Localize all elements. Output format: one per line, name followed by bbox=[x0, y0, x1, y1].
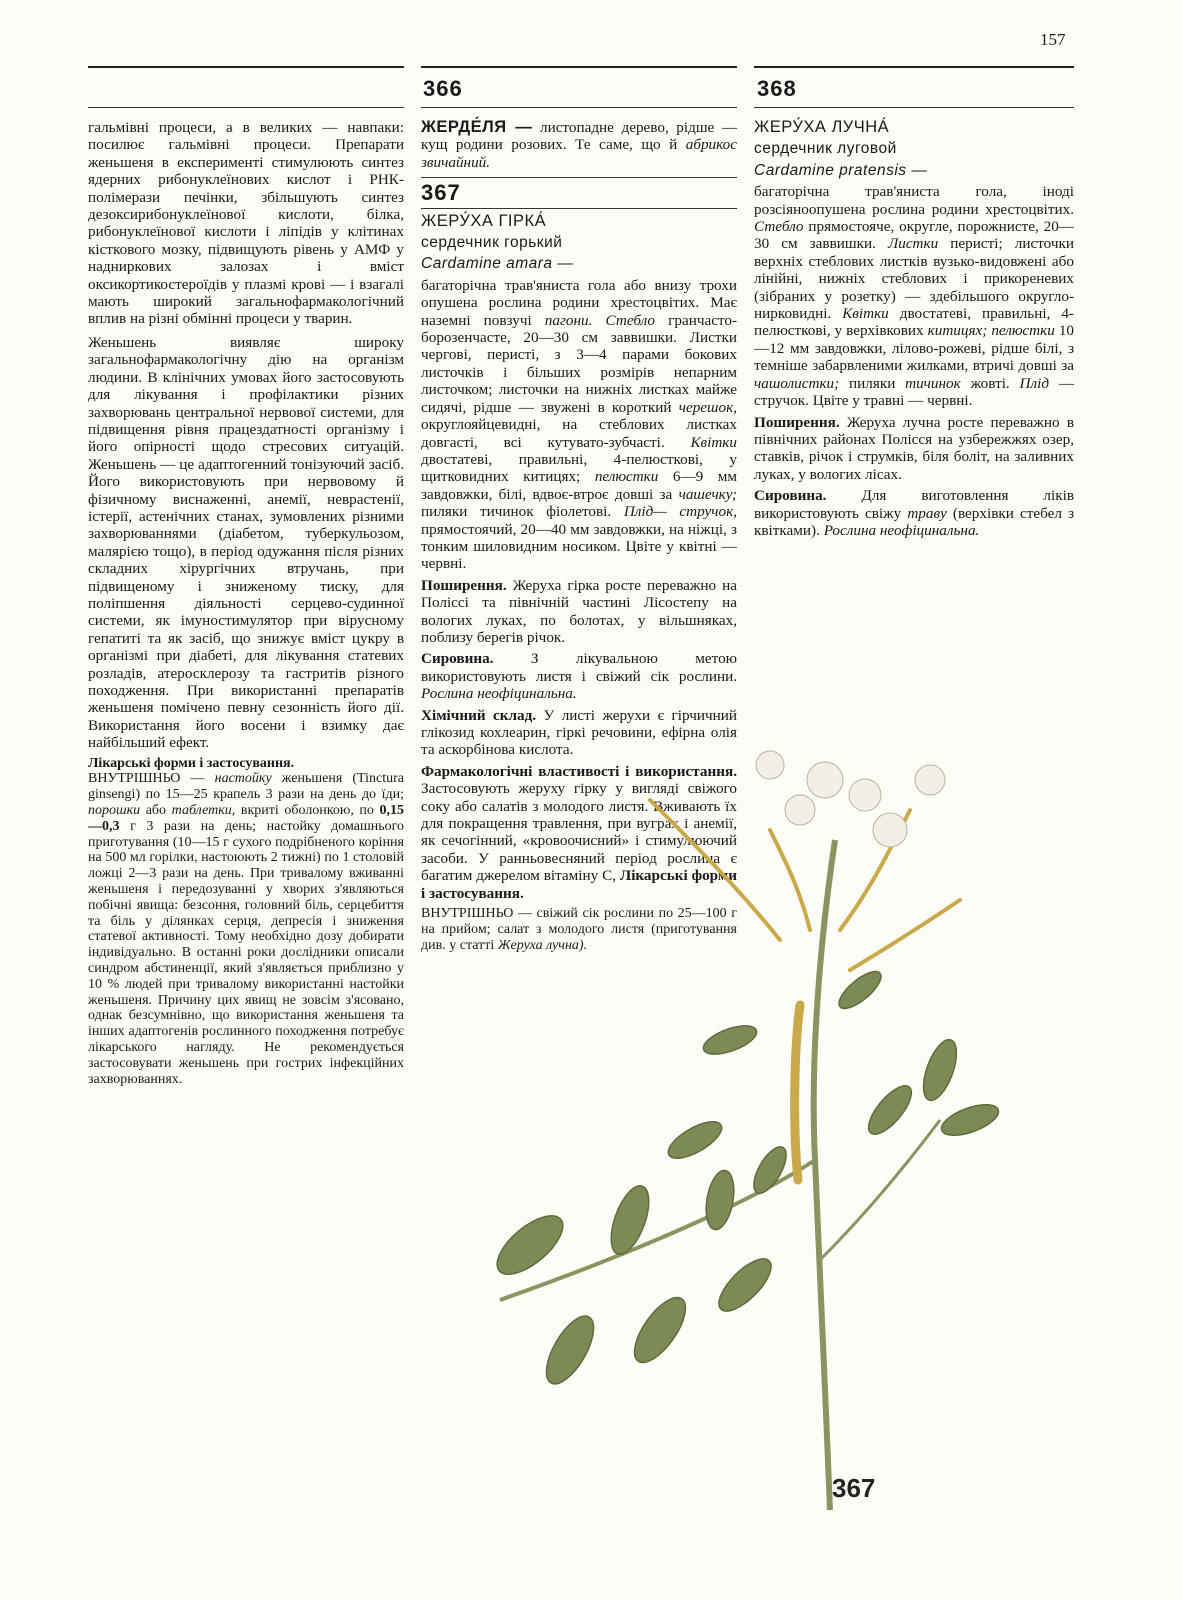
entry-zherdelya bbox=[421, 119, 737, 171]
seed-pod bbox=[850, 900, 960, 970]
forms-text: таблетки, bbox=[171, 803, 236, 819]
seed-pod bbox=[650, 800, 780, 940]
top-rule-right bbox=[754, 66, 1074, 68]
top-rule-left bbox=[88, 66, 404, 68]
leaf bbox=[711, 1251, 779, 1319]
leaf bbox=[834, 966, 887, 1015]
leaf bbox=[663, 1115, 727, 1166]
description: багаторічна трав'яниста гола або внизу трохи опушена рослина родини хрестоцвітих. Має наземні повзучі пагони. Стебло гранчасто-борозенчасте, 20—30 см заввишки. Листки чергові, перисті, з 3—4 парами бокових листочків і більших розмірів непарним листочком; листочки на нижніх листках майже сидячі, рідше — звужені в короткий черешок, округлояйцевидні, на стеблових листках довгасті, всі кутувато-зубчасті. Квітки двостатеві, правильні, 4-пелюсткові, у щитковидних китицях; пелюстки 6—9 мм завдовжки, білі, вдвоє-втроє довші за чашечку; пиляки тичинок фіолетові. Плід— стручок, прямостоячий, 20—40 мм завдовжки, на ніжці, з тонким шиловидним носиком. Цвіте у квітні — червні. bbox=[421, 276, 738, 573]
leaf bbox=[604, 1181, 657, 1259]
article-number-366: 366 bbox=[423, 76, 463, 101]
flower bbox=[756, 751, 784, 779]
forms-text: г 3 рази на день; настойку домашнього приготування (10—15 г сухого подрібненого коріння на 500 мл горілки, настоюють 2 тижні) по 1 столовій ложці 2—3 рази на день. При тривалому вживанні женьшеня і передозуванні у хворих з'являються побічні явища: безсоння, головний біль, серцебиття та біль у ділянках серця, депресія і зниження статевої активності. Тому необхідно дозу добирати індивідуально. В останні роки дослідники описали синдром абстиненції, який з'являється приблизно у 10 % людей при тривалому використанні настойки женьшеня. Причину цих явищ не зовсім з'ясовано, однак безсумнівно, що використання женьшеня та інших адаптогенів рослинного походження потребує лікарського нагляду. Не рекомендується застосовувати женьшень при гострих інфекційних захворюваннях. bbox=[88, 818, 405, 1087]
plant-illustration bbox=[470, 740, 1110, 1520]
leaf bbox=[747, 1142, 792, 1198]
entry-text: листопадне дерево, рідше — кущ родини розових. Те саме, що й bbox=[421, 119, 738, 154]
leaf bbox=[625, 1290, 695, 1371]
entry-latin-name: Cardamine pratensis — bbox=[754, 161, 928, 179]
flower bbox=[807, 762, 843, 798]
ginseng-forms bbox=[88, 756, 404, 1088]
flower bbox=[915, 765, 945, 795]
entry-title: ЖЕРДЕ́ЛЯ — bbox=[421, 118, 533, 136]
leaf bbox=[537, 1309, 603, 1391]
plate-label: 367 bbox=[832, 1473, 876, 1503]
raw-material: Сировина. З лікувальною метою використовують листя і свіжий сік рослини. Рослина неофіцинальна. bbox=[421, 650, 738, 703]
forms-heading: Лікарські форми і застосування. bbox=[88, 755, 295, 771]
seed-pod bbox=[770, 830, 810, 930]
distribution: Поширення. Жеруха лучна росте переважно в північних районах Полісся на узбережжях озер, ставків, річок і струмків, біля боліт, на заливних луках, у вологих лісах. bbox=[754, 413, 1074, 483]
leaf bbox=[702, 1168, 738, 1232]
flower bbox=[873, 813, 907, 847]
leaf bbox=[488, 1205, 572, 1284]
entry-title: ЖЕРУ́ХА ГІРКА́ bbox=[421, 211, 547, 230]
forms-text: або bbox=[145, 803, 167, 819]
stem bbox=[820, 1120, 940, 1260]
article-number-367: 367 bbox=[421, 177, 737, 208]
description: багаторічна трав'яниста гола, іноді розсіяноопушена рослина родини хрестоцвітих. Стебло прямостояче, округле, порожнисте, 20—30 см заввишки. Листки перисті; листочки верхніх стеблових листків вузько-видовжені або лінійні, нижніх стеблових і прикореневих (зібраних у розетку) — здебільшого округло-нирковидні. Квітки двостатеві, правильні, 4-пелюсткові, у верхівкових китицях; пелюстки 10—12 мм завдовжки, лілово-рожеві, рідше білі, з темніше забарвленими жилками, втричі довші за чашолистки; пиляки тичинок жовті. Плід — стручок. Цвіте у травні — червні. bbox=[754, 183, 1075, 410]
entry-title: ЖЕРУ́ХА ЛУЧНА́ bbox=[754, 118, 890, 136]
seed-pod bbox=[795, 1005, 800, 1180]
leaf bbox=[700, 1020, 760, 1060]
header-rule-right bbox=[754, 107, 1074, 108]
ginseng-text-1: гальмівні процеси, а в великих — навпаки: посилює гальмівні процеси. Препарати женьшеня в експерименті стимулюють синтез ядерних рибонуклеїнових кислот і РНК-полімерази печінки, збільшують синтез дезоксирибонуклеїнової кислоти, білка, рибонуклеїнової кислоти і ліпідів у клітинах кісткового мозку, підвищують рівень у АМФ у надниркових залозах і вміст оксикортикостероїдів у плазмі крові — і взагалі мають широкий загальнофармакологічний вплив на різні обмінні процеси у тварин. bbox=[88, 119, 404, 328]
forms-dose: 0,15—0,3 bbox=[88, 803, 405, 834]
entry-reference: абрикос звичайний. bbox=[421, 136, 737, 171]
flower bbox=[849, 779, 881, 811]
ginseng-text-2: Женьшень виявляє широку загальнофармакологічну дію на організм людини. В клінічних умовах його застосовують для лікування і профілактики різних захворювань центральної нервової системи, для підвищення рівня працездатності організму і його опірності щодо стресових ситуацій. Женьшень — це адаптогенний тонізуючий засіб. Його використовують при нервовому й фізичному виснаженні, анемії, неврастенії, істерії, астенічних станах, зумовлених різними захворюваннями (діабетом, туберкульозом, малярією тощо), в період одужання після різних складних хірургічних втручань, при підвищеному і зниженому тиску, для поліпшення діяльності серцево-судинної системи, як імуностимулятор при вірусному гепатиті та як засіб, що знижує вміст цукру в організмі при діабеті, для лікування статевих розладів, атеросклерозу та гастритів різного походження. При використанні препаратів женьшеня помічено певну сезонність його дії. Використання його восени і взимку дає найбільший ефект. bbox=[88, 333, 404, 752]
top-rule-mid bbox=[421, 66, 737, 68]
chemical-composition: Хімічний склад. У листі жерухи є гірчичний глікозид кохлеарин, гіркі речовини, ефірна олія та аскорбінова кислота. bbox=[421, 706, 738, 759]
entry-subtitle: сердечник горький bbox=[421, 234, 563, 252]
entry-subtitle: сердечник луговой bbox=[754, 140, 897, 158]
forms-text: порошки bbox=[88, 803, 141, 819]
stem bbox=[814, 840, 835, 1510]
page-number: 157 bbox=[1040, 30, 1066, 49]
flower bbox=[785, 795, 815, 825]
column-right bbox=[754, 119, 1074, 543]
leaf bbox=[938, 1098, 1003, 1141]
article-number-368: 368 bbox=[757, 76, 797, 101]
forms-text: вкриті оболонкою, по bbox=[240, 803, 374, 819]
forms-text: настойку bbox=[214, 771, 272, 787]
header-rule-mid bbox=[421, 107, 737, 108]
leaf bbox=[917, 1035, 963, 1104]
distribution: Поширення. Жеруха гірка росте переважно на Поліссі та північній частині Лісостепу на вологих луках, по болотах, у вільшняках, поблизу берегів річок. bbox=[421, 576, 737, 646]
leaf bbox=[862, 1079, 919, 1140]
dosage-forms: ВНУТРІШНЬО — свіжий сік рослини по 25—100 г на прийом; салат з молодого листя (приготування див. у статті Жеруха лучна). bbox=[421, 906, 737, 953]
column-left bbox=[88, 119, 404, 1087]
forms-text: ВНУТРІШНЬО — bbox=[88, 771, 205, 787]
forms-text: женьшеня (Tinctura ginsengi) по 15—25 крапель 3 рази на день до їди; bbox=[88, 771, 404, 803]
entry-latin-name: Cardamine amara — bbox=[421, 255, 574, 273]
raw-material: Сировина. Для виготовлення ліків використовують свіжу траву (верхівки стебел з квітками). Рослина неофіцинальна. bbox=[754, 487, 1074, 539]
header-rule-left bbox=[88, 107, 404, 108]
pharmacology: Фармакологічні властивості і використання. Застосовують жеруху гірку у вигляді свіжого соку або салатів з молодого листя. Вживають їх для покращення травлення, при вуграх і анемії, як сечогінний, «кровоочисний» і стимулюючий засоби. У ранньовесняний період рослина є багатим джерелом вітаміну С, Лікарські форми і застосування. bbox=[421, 762, 737, 902]
